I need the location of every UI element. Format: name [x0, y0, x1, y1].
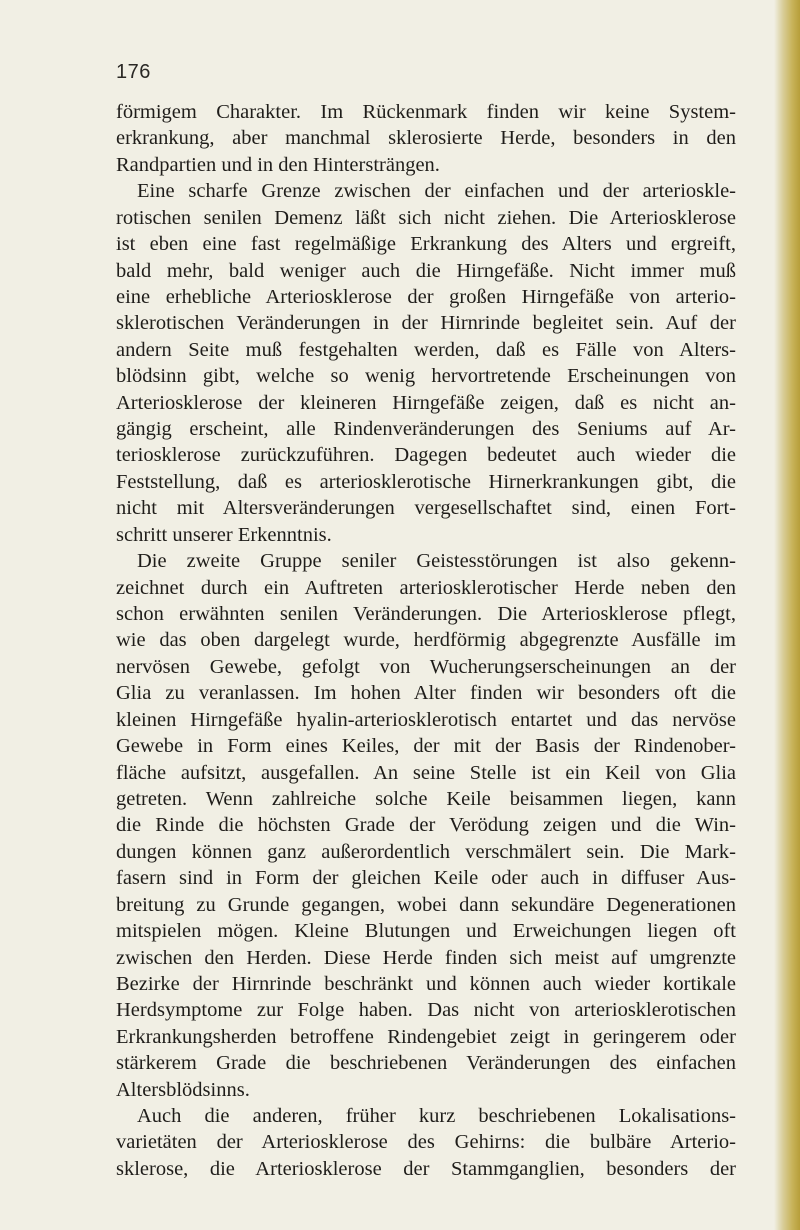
text-line: nicht mit Altersveränderungen vergesellschaftet sind, einen Fort-: [116, 497, 736, 520]
text-line: mitspielen mögen. Kleine Blutungen und Erweichungen liegen oft: [116, 920, 736, 943]
text-line: gängig erscheint, alle Rindenveränderungen des Seniums auf Ar-: [116, 418, 736, 441]
text-line: breitung zu Grunde gegangen, wobei dann sekundäre Degenerationen: [116, 893, 736, 916]
page-number: 176: [116, 61, 151, 83]
text-line: Herdsymptome zur Folge haben. Das nicht von arteriosklerotischen: [116, 999, 736, 1022]
text-line: andern Seite muß festgehalten werden, daß es Fälle von Alters-: [116, 338, 736, 361]
text-line: dungen können ganz außerordentlich verschmälert sein. Die Mark-: [116, 840, 736, 863]
text-line: zeichnet durch ein Auftreten arteriosklerotischer Herde neben den: [116, 576, 736, 599]
text-line: zwischen den Herden. Diese Herde finden sich meist auf umgrenzte: [116, 946, 736, 969]
text-line: eine erhebliche Arteriosklerose der großen Hirngefäße von arterio-: [116, 285, 736, 308]
text-line: Arteriosklerose der kleineren Hirngefäße zeigen, daß es nicht an-: [116, 391, 736, 414]
text-line: Eine scharfe Grenze zwischen der einfachen und der arterioskle-: [137, 180, 736, 203]
text-line: stärkerem Grade die beschriebenen Veränderungen des einfachen: [116, 1052, 736, 1075]
text-line: wie das oben dargelegt wurde, herdförmig abgegrenzte Ausfälle im: [116, 629, 736, 652]
text-line: schon erwähnten senilen Veränderungen. Die Arteriosklerose pflegt,: [116, 603, 736, 626]
text-line: sklerotischen Veränderungen in der Hirnrinde begleitet sein. Auf der: [116, 312, 736, 335]
text-line: erkrankung, aber manchmal sklerosierte Herde, besonders in den: [116, 127, 736, 150]
text-line: Auch die anderen, früher kurz beschriebenen Lokalisations-: [137, 1105, 736, 1128]
text-line: ist eben eine fast regelmäßige Erkrankung des Alters und ergreift,: [116, 233, 736, 256]
text-line: fläche aufsitzt, ausgefallen. An seine Stelle ist ein Keil von Glia: [116, 761, 736, 784]
text-line: förmigem Charakter. Im Rückenmark finden wir keine System-: [116, 101, 736, 123]
body-text: [116, 99, 736, 1182]
text-line: nervösen Gewebe, gefolgt von Wucherungserscheinungen an der: [116, 655, 736, 678]
text-line: varietäten der Arteriosklerose des Gehirns: die bulbäre Arterio-: [116, 1131, 736, 1154]
text-line: teriosklerose zurückzuführen. Dagegen bedeutet auch wieder die: [116, 444, 736, 467]
text-line: getreten. Wenn zahlreiche solche Keile beisammen liegen, kann: [116, 787, 736, 810]
text-line: rotischen senilen Demenz läßt sich nicht ziehen. Die Arteriosklerose: [116, 206, 736, 229]
text-line: blödsinn gibt, welche so wenig hervortretende Erscheinungen von: [116, 365, 736, 388]
text-line: die Rinde die höchsten Grade der Verödung zeigen und die Win-: [116, 814, 736, 837]
text-line: kleinen Hirngefäße hyalin-arteriosklerotisch entartet und das nervöse: [116, 708, 736, 731]
text-line: Die zweite Gruppe seniler Geistesstörungen ist also gekenn-: [137, 550, 736, 573]
text-line: fasern sind in Form der gleichen Keile oder auch in diffuser Aus-: [116, 867, 736, 890]
text-line: Glia zu veranlassen. Im hohen Alter finden wir besonders oft die: [116, 682, 736, 705]
text-line: Gewebe in Form eines Keiles, der mit der Basis der Rindenober-: [116, 735, 736, 758]
text-line: Feststellung, daß es arteriosklerotische Hirnerkrankungen gibt, die: [116, 470, 736, 493]
text-line: bald mehr, bald weniger auch die Hirngefäße. Nicht immer muß: [116, 259, 736, 282]
text-line: Bezirke der Hirnrinde beschränkt und können auch wieder kortikale: [116, 972, 736, 995]
text-line: Altersblödsinns.: [116, 1078, 250, 1101]
page-edge-discoloration: [774, 0, 800, 1230]
text-line: schritt unserer Erkenntnis.: [116, 523, 332, 546]
text-line: sklerose, die Arteriosklerose der Stammganglien, besonders der: [116, 1157, 736, 1180]
text-line: Erkrankungsherden betroffene Rindengebiet zeigt in geringerem oder: [116, 1025, 736, 1048]
text-line: Randpartien und in den Hintersträngen.: [116, 153, 440, 176]
